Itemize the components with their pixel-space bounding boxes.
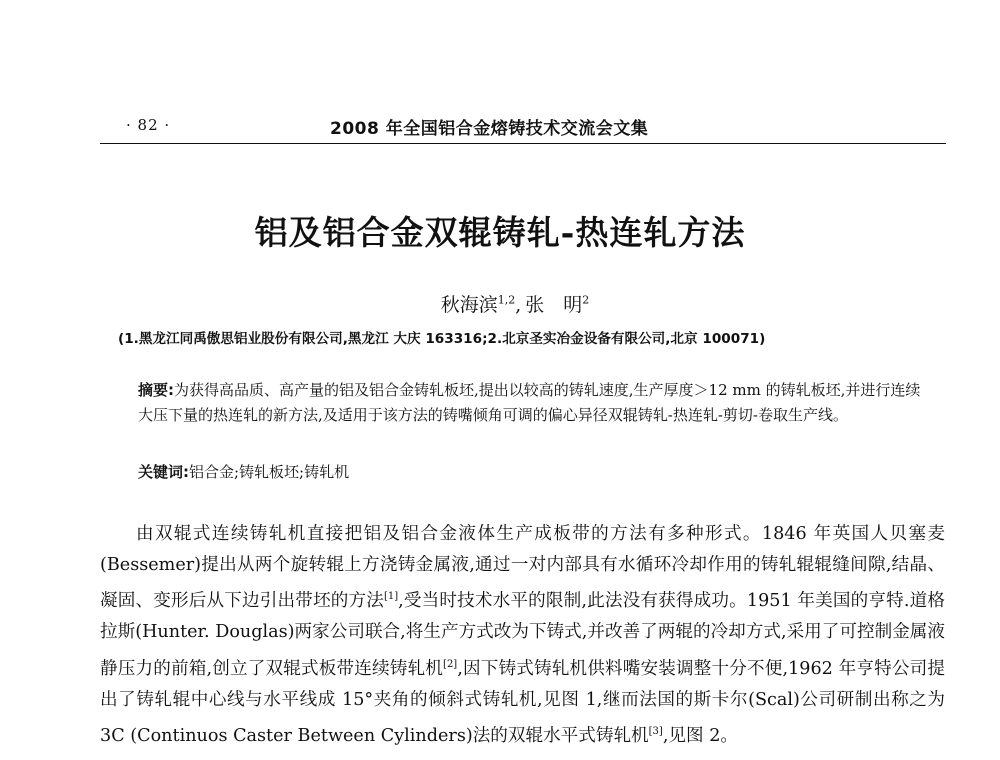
keywords [138,461,349,482]
keywords-label: 关键词: [138,463,189,481]
body-text-segment: ,受当时技术水平的限制,此法没有获得成功。1951 年美国的亨特.道格拉斯(Hunter. Douglas)两家公司联合,将生产方式改为下铸式,并改善了两辊的冷却方式,采用了可控制金属液静压力的前箱,创立了双辊式板带连续铸轧机 [100,591,945,679]
body-text-segment: 由双辊式连续铸轧机直接把铝及铝合金液体生产成板带的方法有多种形式。1846 年英国人贝塞麦(Bessemer)提出从两个旋转辊上方浇铸金属液,通过一对内部具有水循环冷却作用的铸轧辊辊缝间隙,结晶、凝固、变形后从下边引出带坯的方法 [100,524,945,612]
body-text-segment: ,见图 2。 [662,725,738,746]
author-name: 张 明 [525,294,583,316]
abstract-label: 摘要: [138,381,174,399]
body-paragraph [100,519,945,752]
citation-ref[interactable]: [2] [443,658,458,670]
header-divider [100,143,946,144]
page-number: · 82 · [126,116,171,134]
abstract [138,378,928,428]
author-separator: , [515,294,522,316]
author-affiliation-mark: 2 [582,293,590,307]
author-line [0,290,1000,317]
abstract-text: 为获得高品质、高产量的铝及铝合金铸轧板坯,提出以较高的铸轧速度,生产厚度＞12 mm 的铸轧板坯,并进行连续大压下量的热连轧的新方法,及适用于该方法的铸嘴倾角可调的偏心异径双辊铸轧-热连轧-剪切-卷取生产线。 [138,381,921,424]
citation-ref[interactable]: [3] [648,725,663,737]
citation-ref[interactable]: [1] [383,591,399,603]
keywords-text: 铝合金;铸轧板坯;铸轧机 [189,463,350,481]
author-name: 秋海滨 [440,294,498,316]
author-affiliation-mark: 1,2 [497,293,516,307]
affiliation: (1.黑龙江同禹傲思铝业股份有限公司,黑龙江 大庆 163316;2.北京圣实冶金设备有限公司,北京 100071) [118,331,766,347]
paper-title: 铝及铝合金双辊铸轧-热连轧方法 [254,213,746,252]
running-title: 2008 年全国铝合金熔铸技术交流会文集 [330,119,649,139]
body-text-segment: ,因下铸式铸轧机供料嘴安装调整十分不便,1962 年亨特公司提出了铸轧辊中心线与水平线成 15°夹角的倾斜式铸轧机,见图 1,继而法国的斯卡尔(Scal)公司研制出称之为 3C (Continuos Caster Between Cylinders)法的双辊水平式铸轧机 [100,658,945,746]
page-header [100,114,946,140]
